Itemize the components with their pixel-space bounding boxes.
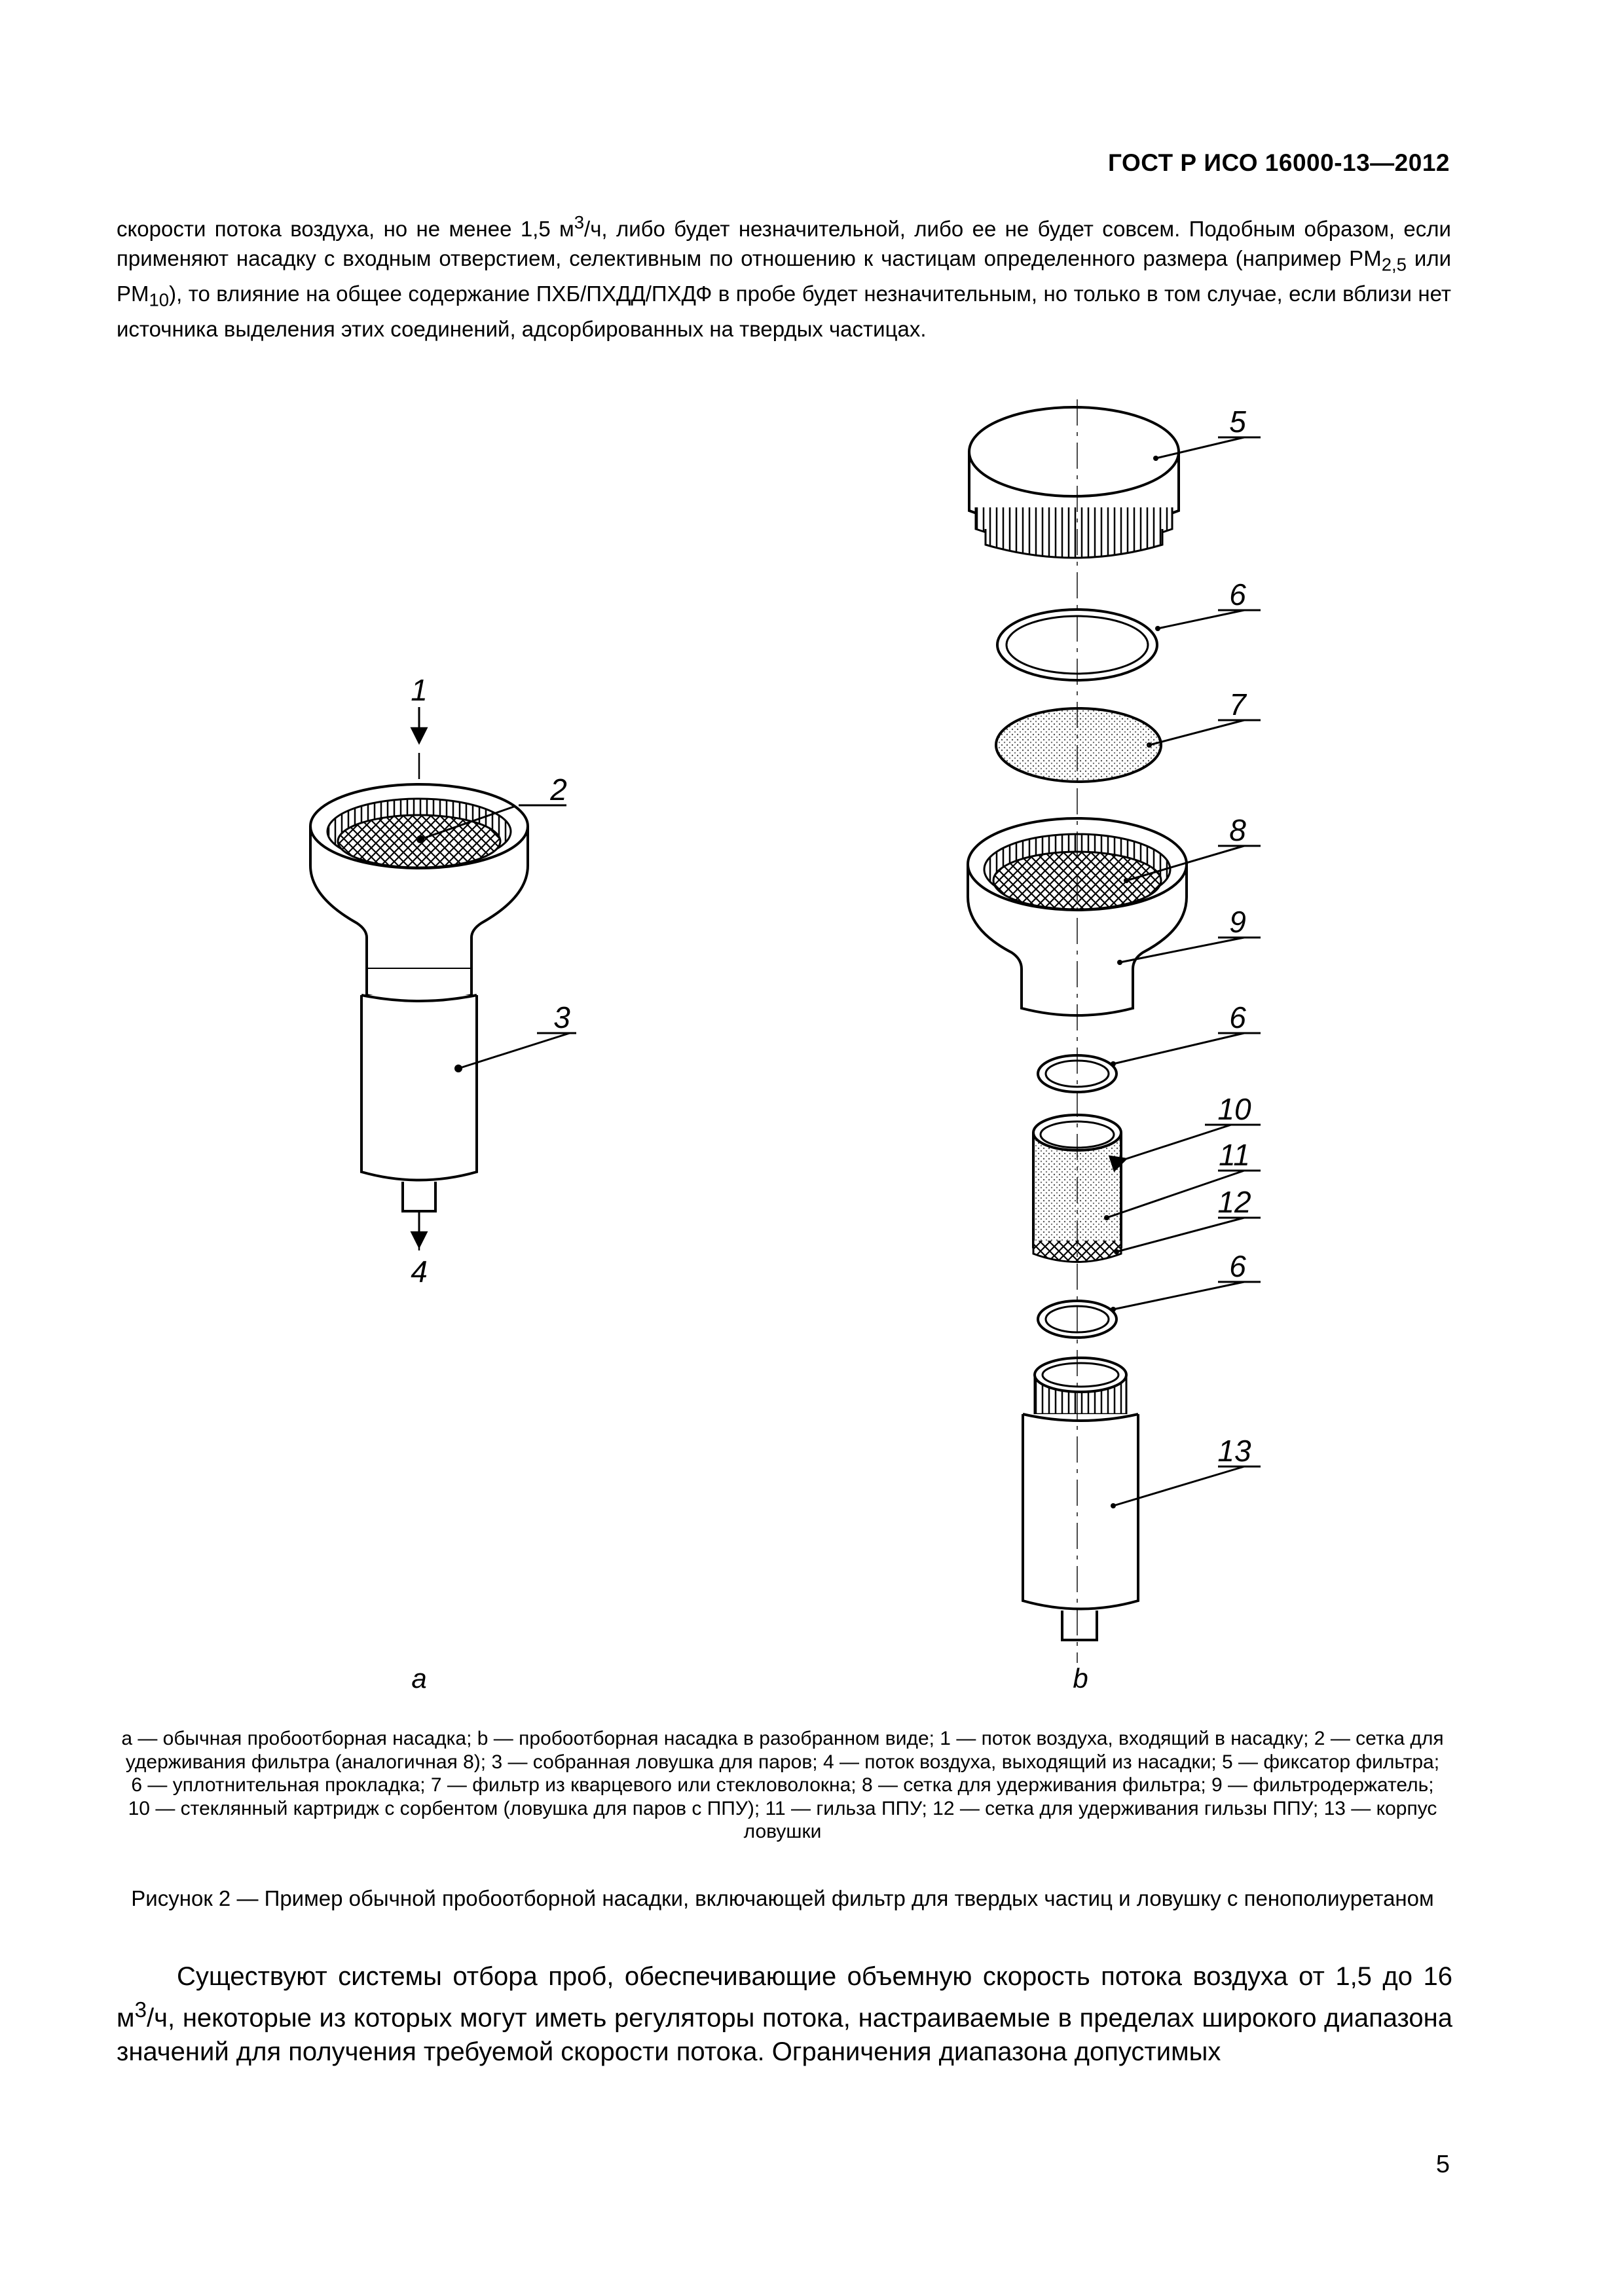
intro-text-1: скорости потока воздуха, но не менее 1,5 м: [117, 217, 574, 241]
panel-label-b: b: [1073, 1663, 1088, 1689]
intro-paragraph: [117, 208, 1451, 344]
callout-2: 2: [550, 773, 567, 807]
callout-6c: 6: [1229, 1249, 1246, 1283]
callout-1: 1: [411, 673, 428, 707]
figure-caption: Рисунок 2 — Пример обычной пробоотборной насадки, включающей фильтр для твердых частиц и ловушку с пенополиуретаном: [131, 1886, 1434, 1910]
callout-7: 7: [1229, 687, 1246, 721]
callout-11: 11: [1219, 1138, 1250, 1172]
body-sup: 3: [134, 1998, 147, 2022]
body-paragraph: [117, 1959, 1452, 2069]
callout-9: 9: [1229, 905, 1246, 939]
callout-8: 8: [1229, 813, 1246, 847]
figure-legend: а — обычная пробоотборная насадка; b — пробоотборная насадка в разобранном виде; 1 — поток воздуха, входящий в насадку; 2 — сетка для удерживания фильтра (аналогичная 8); 3 — собранная ловушка для паров; 4 — поток воздуха, выходящий из насадки; 5 — фиксатор фильтра; 6 — уплотнительная прокладка; 7 — фильтр из кварцевого или стекловолокна; 8 — сетка для удерживания фильтра; 9 — фильтродержатель; 10 — стеклянный картридж с сорбентом (ловушка для паров с ППУ); 11 — гильза ППУ; 12 — сетка для удерживания гильзы ППУ; 13 — корпус ловушки: [121, 1728, 1444, 1842]
exploded-head-b: [968, 399, 1261, 1663]
callout-6b: 6: [1229, 1000, 1246, 1034]
callout-10: 10: [1217, 1092, 1251, 1126]
callout-3: 3: [553, 1000, 570, 1034]
callout-4: 4: [411, 1254, 428, 1288]
body-text-2: /ч, некоторые из которых могут иметь регуляторы потока, настраиваемые в пределах широкого диапазона значений для получения требуемой скорости потока. Ограничения диапазона допустимых: [117, 2003, 1452, 2067]
page-number: 5: [1435, 2151, 1450, 2178]
document-header: ГОСТ Р ИСО 16000-13—2012: [1107, 149, 1450, 176]
callout-5: 5: [1229, 405, 1246, 439]
body-text-1: Существуют системы отбора проб, обеспечивающие объемную скорость потока воздуха от 1,5 до 16 м: [117, 1962, 1452, 2033]
intro-sup: 3: [574, 212, 585, 232]
intro-sub-2: 10: [149, 289, 170, 310]
intro-text-4: ), то влияние на общее содержание ПХБ/ПХДД/ПХДФ в пробе будет незначительным, но только в том случае, если вблизи нет источника выделения этих соединений, адсорбированных на твердых частицах.: [117, 281, 1451, 341]
intro-text-2: /ч, либо будет незначительной, либо ее не будет совсем. Подобным образом, если применяют насадку с входным отверстием, селективным по отношению к частицам определенного размера (например PM: [117, 217, 1451, 270]
panel-label-a: a: [411, 1663, 427, 1689]
callout-6a: 6: [1229, 577, 1246, 611]
intro-sub-1: 2,5: [1381, 254, 1407, 275]
intro-text-3: или PM: [117, 246, 1452, 306]
sampling-head-figure: [0, 367, 1624, 1689]
callout-13: 13: [1217, 1434, 1251, 1468]
assembled-head-a: [310, 707, 576, 1250]
callout-12: 12: [1217, 1185, 1251, 1219]
